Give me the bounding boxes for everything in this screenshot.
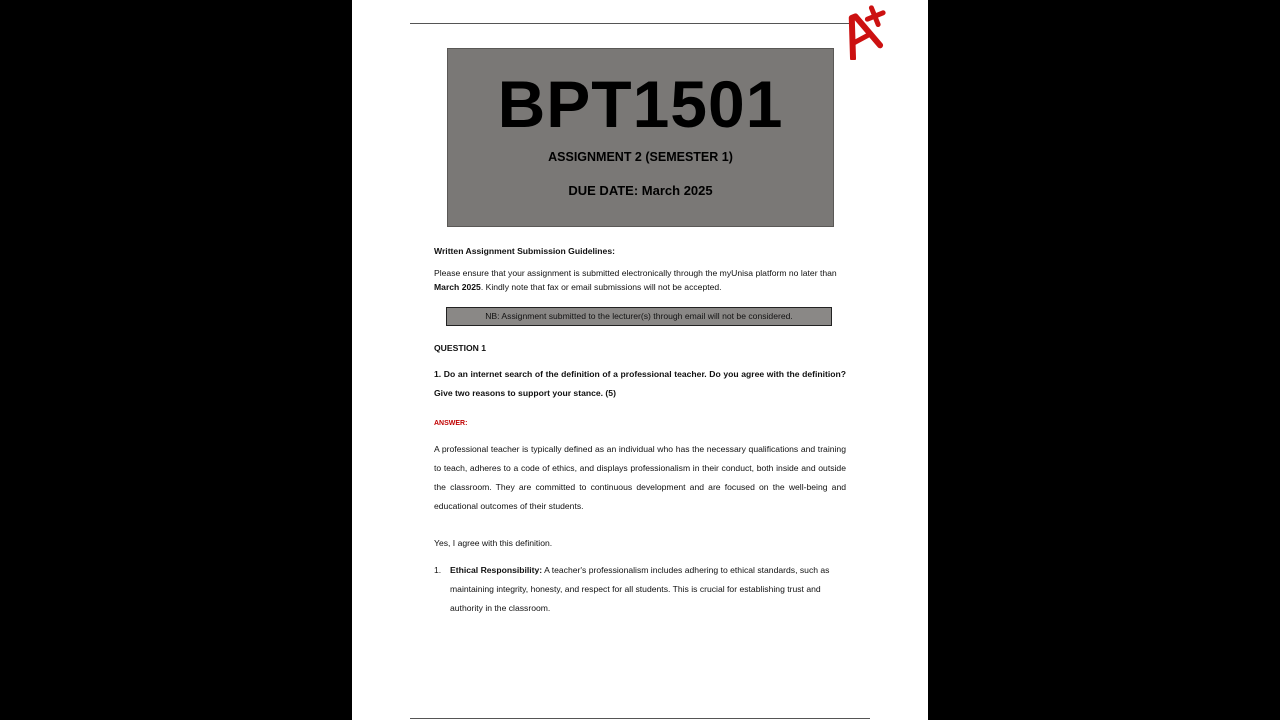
guidelines-text-start: Please ensure that your assignment is submitted electronically through the myUnisa platform no later than: [434, 268, 837, 278]
bottom-rule: [410, 718, 870, 719]
question-label: QUESTION 1: [434, 343, 487, 353]
answer-paragraph: A professional teacher is typically defined as an individual who has the necessary qualifications and training to teach, adheres to a code of ethics, and displays professionalism in their conduct, both inside and outside the classroom. They are committed to continuous development and are focused on the well-being and educational outcomes of their students.: [434, 444, 846, 511]
top-rule: [410, 23, 852, 24]
answer-label: ANSWER:: [434, 420, 468, 427]
course-code: BPT1501: [497, 67, 784, 141]
agree-statement: Yes, I agree with this definition.: [434, 538, 553, 548]
reason-item: [434, 561, 846, 618]
guidelines-paragraph: [434, 266, 846, 294]
due-date: DUE DATE: March 2025: [568, 183, 713, 198]
grade-mark-a-plus: [836, 4, 894, 60]
reason-number: 1.: [434, 565, 442, 575]
assignment-title: ASSIGNMENT 2 (SEMESTER 1): [548, 150, 733, 164]
reasons-list: [434, 561, 846, 618]
reason-title: Ethical Responsibility:: [450, 565, 543, 575]
guidelines-heading: Written Assignment Submission Guidelines:: [434, 246, 615, 256]
guidelines-bold-date: March 2025: [434, 282, 481, 292]
nb-notice: NB: Assignment submitted to the lecturer(s) through email will not be considered.: [446, 307, 832, 326]
question-text: 1. Do an internet search of the definition of a professional teacher. Do you agree with the definition? Give two reasons to support your stance. (5): [434, 369, 846, 398]
reason-text: A teacher's professionalism includes adhering to ethical standards, such as maintaining integrity, honesty, and respect for all students. This is crucial for establishing trust and authority in the classroom.: [450, 565, 830, 613]
document-page: [352, 0, 928, 720]
guidelines-text-end: . Kindly note that fax or email submissions will not be accepted.: [480, 282, 722, 292]
title-banner: [447, 48, 834, 227]
